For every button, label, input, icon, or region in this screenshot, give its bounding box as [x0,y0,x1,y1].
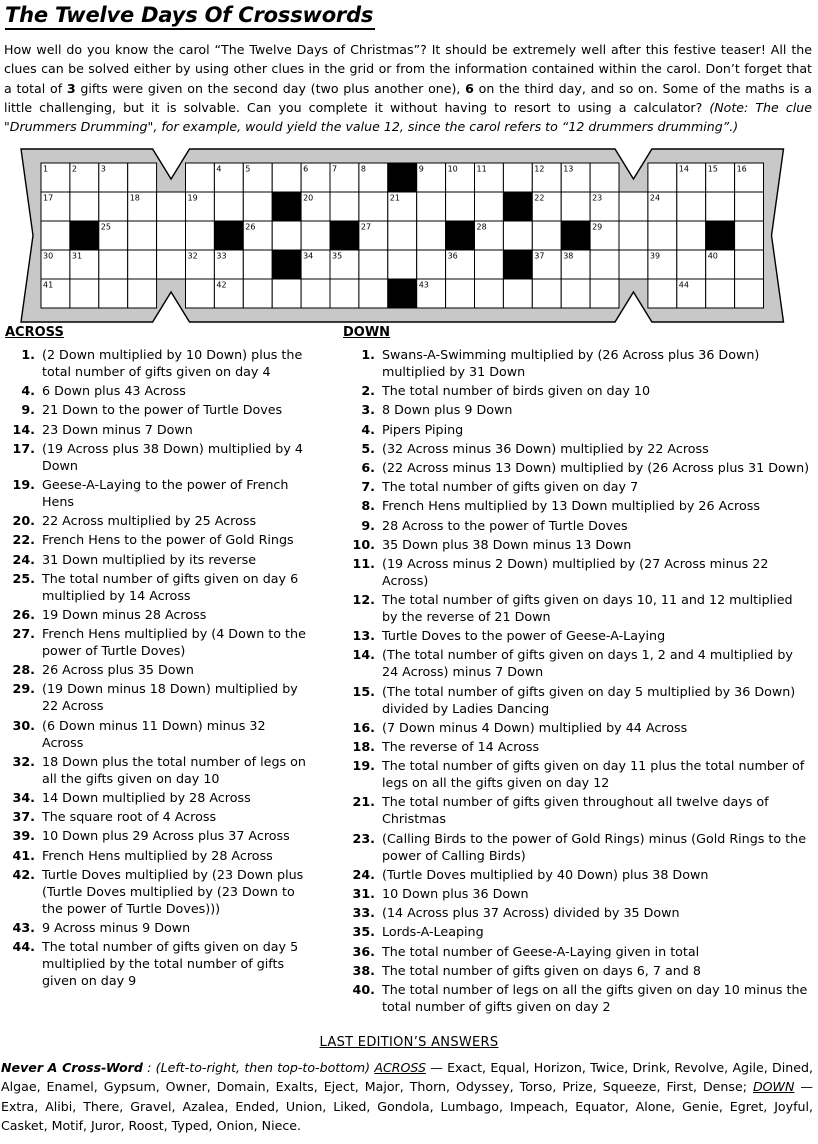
grid-cell [706,279,735,308]
clue-number: 26. [12,606,35,622]
clue-text: (6 Down minus 11 Down) minus 32 Across [42,717,266,750]
clue-text: (2 Down multiplied by 10 Down) plus the total number of gifts given on day 4 [42,347,303,379]
grid-cell [735,279,764,308]
clue-text: 23 Down minus 7 Down [42,421,193,437]
cell-number: 6 [303,164,309,174]
clue-text: The total number of gifts given on day 11 plus the total number of legs on all the gifts given on day 12 [382,758,805,791]
clue-number: 9. [21,402,35,418]
grid-cell [648,279,677,308]
down-clue [344,923,812,940]
grid-cell [99,250,128,279]
clue-text: The total number of gifts given on days 6, 7 and 8 [382,962,701,978]
down-clue [344,346,812,380]
grid-cell [735,221,764,250]
grid-cell [706,221,735,250]
clue-text: The reverse of 14 Across [382,739,540,754]
grid-cell [214,221,243,250]
clue-text: (22 Across minus 13 Down) multiplied by (26 Across plus 31 Down) [382,459,810,475]
grid-cell [41,221,70,250]
across-answers-label: ACROSS [374,1060,426,1075]
grid-cell [532,279,561,308]
cell-number: 13 [563,164,574,174]
grid-cell [272,192,301,221]
clue-text: (32 Across minus 36 Down) multiplied by 22 Across [382,440,709,456]
across-clue [4,512,309,529]
grid-cell [417,221,446,250]
grid-cell [619,192,648,221]
clue-text: 10 Down plus 29 Across plus 37 Across [42,828,290,844]
down-clues [344,346,812,1017]
down-clue [344,962,812,979]
clue-text: French Hens multiplied by (4 Down to the power of Turtle Doves) [42,626,306,659]
clue-number: 24. [352,866,375,882]
cell-number: 39 [649,251,661,261]
clue-number: 22. [12,532,35,548]
across-clue [4,606,309,623]
clue-number: 27. [12,626,35,642]
clue-number: 32. [12,753,35,769]
down-clue [344,459,812,476]
clue-text: Turtle Doves multiplied by (23 Down plus (Turtle Doves multiplied by (23 Down to the power of Turtle Doves))) [42,866,304,916]
across-clues [4,346,309,991]
cell-number: 30 [43,251,54,261]
clue-text: Swans-A-Swimming multiplied by (26 Across plus 36 Down) multiplied by 31 Down [382,347,760,379]
clue-number: 29. [12,681,35,697]
grid-cell [648,221,677,250]
grid-cell [128,279,157,308]
grid-cell [388,279,417,308]
cell-number: 5 [245,164,251,174]
cell-number: 25 [100,222,111,232]
cell-number: 31 [71,251,83,261]
clue-text: The total number of legs on all the gifts given on day 10 minus the total number of gifts given on day 2 [382,981,808,1014]
clue-text: 26 Across plus 35 Down [42,662,194,678]
grid-cell [590,279,619,308]
clue-text: 9 Across minus 9 Down [42,919,191,935]
across-clue [4,847,309,864]
cell-number: 43 [418,280,429,290]
across-clue [4,570,309,604]
clue-text: 28 Across to the power of Turtle Doves [382,517,628,533]
cell-number: 8 [360,164,366,174]
clue-text: 21 Down to the power of Turtle Doves [42,402,283,418]
down-clue [344,904,812,921]
down-clue [344,738,812,755]
clue-number: 38. [352,962,375,978]
down-clue [344,719,812,736]
grid-cell [70,192,99,221]
down-heading: DOWN [343,325,391,340]
grid-cell [388,250,417,279]
clue-number: 40. [352,981,375,997]
last-edition-heading: LAST EDITION’S ANSWERS [319,1035,499,1050]
grid-cell [446,279,475,308]
clue-text: The total number of gifts given throughout all twelve days of Christmas [382,794,769,827]
cell-number: 26 [245,222,256,232]
cell-number: 24 [649,193,661,203]
clue-text: (19 Down minus 18 Down) multiplied by 22 Across [42,681,298,714]
down-clue [344,401,812,418]
grid-cell [503,250,532,279]
clue-number: 31. [352,885,375,901]
across-clue [4,717,309,751]
grid-cell [446,221,475,250]
cell-number: 35 [332,251,343,261]
clue-number: 18. [352,739,375,754]
across-answers: — Exact, Equal, Horizon, Twice, Drink, Revolve, Agile, Dined, Algae, Enamel, Gypsum, Owner, Domain, Exalts, Eject, Major, Thorn, Odyssey, Torso, Prize, Squeeze, First, Dense; [1,1060,813,1095]
across-heading: ACROSS [5,325,64,340]
down-clue [344,830,812,864]
grid-cell [359,250,388,279]
down-clue [344,517,812,534]
grid-cell [475,279,504,308]
across-clue [4,531,309,548]
down-clue [344,793,812,827]
grid-cell [561,192,590,221]
cell-number: 41 [43,280,54,290]
clue-number: 20. [12,513,35,529]
cell-number: 29 [592,222,603,232]
down-answers: — Extra, Alibi, There, Gravel, Azalea, Ended, Union, Liked, Gondola, Lumbago, Impeach, Equator, Alone, Genie, Egret, Joyful, Casket, Motif, Juror, Roost, Typed, Onion, Niece. [1,1079,813,1134]
clue-number: 41. [12,847,35,863]
grid-cell [503,279,532,308]
grid-cell [214,192,243,221]
grid-cell [648,163,677,192]
grid-cell [503,163,532,192]
crossword-grid [0,0,818,330]
grid-cell [243,192,272,221]
grid-cell [677,250,706,279]
grid-cell [619,250,648,279]
cell-number: 21 [389,193,400,203]
grid-cell [301,279,330,308]
clue-number: 12. [352,592,375,608]
grid-cell [561,279,590,308]
intro-number: 6 [465,80,474,96]
intro-number: 3 [66,80,76,96]
across-clue [4,808,309,825]
grid-cell [590,163,619,192]
clue-number: 35. [352,924,375,940]
clue-text: 6 Down plus 43 Across [42,383,186,399]
across-clue [4,346,309,380]
down-clue [344,885,812,902]
cell-number: 17 [43,193,54,203]
across-clue [4,625,309,659]
across-clue [4,938,309,989]
cell-number: 22 [534,193,545,203]
grid-cell [99,192,128,221]
cell-number: 18 [129,193,140,203]
cell-number: 10 [447,164,458,174]
clue-text: The total number of gifts given on day 6 multiplied by 14 Across [42,570,299,603]
cell-number: 3 [100,164,106,174]
cell-number: 40 [707,251,718,261]
grid-cells [41,163,764,308]
clue-text: 19 Down minus 28 Across [42,606,207,622]
clue-number: 43. [12,919,35,935]
down-answers-label: DOWN [752,1079,795,1095]
page-title: The Twelve Days Of Crosswords [5,2,375,30]
grid-cell [503,192,532,221]
clue-text: French Hens multiplied by 13 Down multiplied by 26 Across [382,498,760,514]
grid-cell [186,163,215,192]
down-clue [344,536,812,553]
clue-number: 25. [12,570,35,586]
grid-cell [157,192,186,221]
down-clue [344,440,812,457]
clue-number: 8. [361,498,375,514]
clue-text: The total number of gifts given on day 7 [382,479,639,495]
grid-cell [706,192,735,221]
across-clue [4,382,309,399]
grid-cell [186,221,215,250]
clue-text: 31 Down multiplied by its reverse [42,551,257,567]
intro-text: on the third day, and so on. Some of the maths is a little challenging, but it is solvable. Can you complete it without having to resort to using a calculator? [4,80,812,115]
grid-cell [532,221,561,250]
down-clue [344,757,812,791]
clue-number: 30. [12,717,35,733]
grid-cell [388,163,417,192]
cell-number: 28 [476,222,487,232]
across-clue [4,919,309,936]
cell-number: 4 [216,164,222,174]
cell-number: 19 [187,193,198,203]
clue-text: (19 Across plus 38 Down) multiplied by 4 Down [42,440,303,473]
clue-number: 36. [352,943,375,959]
clue-number: 23. [352,830,375,846]
cell-number: 2 [71,164,77,174]
clue-number: 28. [12,662,35,678]
order-note: : (Left-to-right, then top-to-bottom) [142,1060,371,1075]
clue-text: Pipers Piping [382,421,464,437]
cell-number: 1 [43,164,49,174]
clue-text: 22 Across multiplied by 25 Across [42,513,257,529]
across-clue [4,789,309,806]
grid-cell [330,192,359,221]
clue-text: French Hens multiplied by 28 Across [42,847,273,863]
across-clue [4,661,309,678]
cell-number: 11 [476,164,487,174]
clue-text: (The total number of gifts given on days 1, 2 and 4 multiplied by 24 Across) minus 7 Down [382,647,793,680]
down-clue [344,555,812,589]
clue-text: (14 Across plus 37 Across) divided by 35 Down [382,905,680,921]
clue-text: (7 Down minus 4 Down) multiplied by 44 Across [382,719,688,735]
grid-cell [243,279,272,308]
grid-cell [272,221,301,250]
cell-number: 23 [592,193,603,203]
cell-number: 16 [736,164,747,174]
across-clue [4,753,309,787]
cell-number: 7 [332,164,338,174]
grid-cell [619,221,648,250]
grid-cell [359,279,388,308]
across-clue [4,440,309,474]
cell-number: 34 [303,251,314,261]
grid-cell [475,192,504,221]
intro-note: (Note: The clue "Drummers Drumming", for example, would yield the value 12, since the carol refers to “12 drummers drumming”.) [4,99,812,135]
grid-cell [301,221,330,250]
grid-cell [186,279,215,308]
clue-text: (Calling Birds to the power of Gold Rings) minus (Gold Rings to the power of Calling Birds) [382,830,807,863]
clue-text: (The total number of gifts given on day 5 multiplied by 36 Down) divided by Ladies Dancing [382,683,796,716]
grid-cell [417,250,446,279]
clue-number: 4. [21,383,35,399]
cell-number: 36 [447,251,458,261]
clue-number: 37. [12,809,35,825]
down-clue [344,497,812,514]
clue-text: 14 Down multiplied by 28 Across [42,790,251,805]
clue-number: 15. [352,683,375,699]
down-clue [344,382,812,399]
clue-number: 10. [352,536,375,552]
clue-text: Lords-A-Leaping [382,924,484,940]
cell-number: 15 [707,164,718,174]
down-clue [344,981,812,1015]
clue-number: 34. [12,790,35,805]
cell-number: 9 [418,164,424,174]
last-edition-answers [1,1058,813,1136]
across-clue [4,866,309,917]
clue-number: 14. [352,647,375,663]
clue-text: Turtle Doves to the power of Geese-A-Laying [382,628,666,644]
clue-text: The total number of birds given on day 10 [382,383,651,399]
cell-number: 12 [534,164,545,174]
down-clue [344,627,812,644]
clue-number: 1. [361,347,375,362]
clue-text: 18 Down plus the total number of legs on all the gifts given on day 10 [42,753,306,786]
cell-number: 37 [534,251,545,261]
across-clue [4,680,309,714]
cell-number: 42 [216,280,227,290]
grid-cell [359,192,388,221]
across-clue [4,401,309,418]
clue-text: The total number of gifts given on days 10, 11 and 12 multiplied by the reverse of 21 Down [382,592,793,625]
clue-number: 39. [12,828,35,844]
grid-cell [330,221,359,250]
clue-number: 21. [352,794,375,810]
cell-number: 20 [303,193,314,203]
clue-number: 1. [21,347,35,362]
clue-text: The square root of 4 Across [42,809,217,825]
grid-cell [157,250,186,279]
grid-cell [272,163,301,192]
grid-cell [561,221,590,250]
grid-cell [99,279,128,308]
clue-number: 2. [361,383,375,399]
clue-number: 9. [361,517,375,533]
clue-number: 5. [361,440,375,456]
grid-cell [417,192,446,221]
grid-cell [475,250,504,279]
grid-cell [503,221,532,250]
intro-text: How well do you know the carol “The Twelve Days of Christmas”? It should be extremely well after this festive teaser! All the clues can be solved either by using other clues in the grid or from the information contained within the carol. Don’t forget that a total of [4,42,812,96]
cell-number: 33 [216,251,227,261]
clue-text: 10 Down plus 36 Down [382,885,529,901]
grid-cell [677,192,706,221]
clue-number: 16. [352,719,375,735]
grid-cell [272,250,301,279]
clue-number: 19. [352,758,375,774]
clue-number: 19. [12,476,35,492]
clue-text: 8 Down plus 9 Down [382,402,513,418]
grid-cell [735,192,764,221]
grid-cell [272,279,301,308]
clue-text: (Turtle Doves multiplied by 40 Down) plus 38 Down [382,866,709,882]
across-clue [4,551,309,568]
cell-number: 14 [678,164,689,174]
grid-cell [330,279,359,308]
across-clue [4,827,309,844]
grid-cell [128,221,157,250]
down-clue [344,421,812,438]
across-clue [4,421,309,438]
cell-number: 27 [360,222,372,232]
grid-cell [677,221,706,250]
clue-number: 13. [352,628,375,644]
down-clue [344,646,812,680]
down-clue [344,866,812,883]
puzzle-name: Never A Cross-Word [1,1060,143,1075]
grid-cell [735,250,764,279]
down-clue [344,943,812,960]
clue-text: The total number of Geese-A-Laying given in total [382,943,700,959]
cell-number: 38 [563,251,574,261]
clue-number: 44. [12,939,35,955]
grid-cell [128,250,157,279]
grid-cell [243,250,272,279]
clue-text: Geese-A-Laying to the power of French Hens [42,476,289,509]
cell-number: 32 [187,251,198,261]
clue-number: 3. [361,402,375,418]
clue-number: 14. [12,421,35,437]
across-clue [4,476,309,510]
clue-number: 24. [12,551,35,567]
down-clue [344,591,812,625]
grid-cell [128,163,157,192]
cell-number: 44 [678,280,689,290]
grid-cell [157,221,186,250]
clue-number: 11. [352,555,375,571]
clue-number: 33. [352,905,375,921]
down-clue [344,478,812,495]
grid-cell [388,221,417,250]
clue-number: 42. [12,866,35,882]
clue-number: 4. [361,421,375,437]
clue-number: 7. [361,479,375,495]
grid-cell [590,250,619,279]
intro-text: gifts were given on the second day (two plus another one), [75,80,466,96]
clue-number: 6. [361,459,375,475]
grid-cell [446,192,475,221]
clue-text: French Hens to the power of Gold Rings [42,532,294,548]
grid-cell [70,279,99,308]
clue-text: The total number of gifts given on day 5 multiplied by the total number of gifts given on day 9 [42,939,299,989]
down-clue [344,683,812,717]
clue-number: 17. [12,440,35,456]
clue-text: (19 Across minus 2 Down) multiplied by (27 Across minus 22 Across) [382,555,769,588]
clue-text: 35 Down plus 38 Down minus 13 Down [382,536,632,552]
grid-cell [70,221,99,250]
